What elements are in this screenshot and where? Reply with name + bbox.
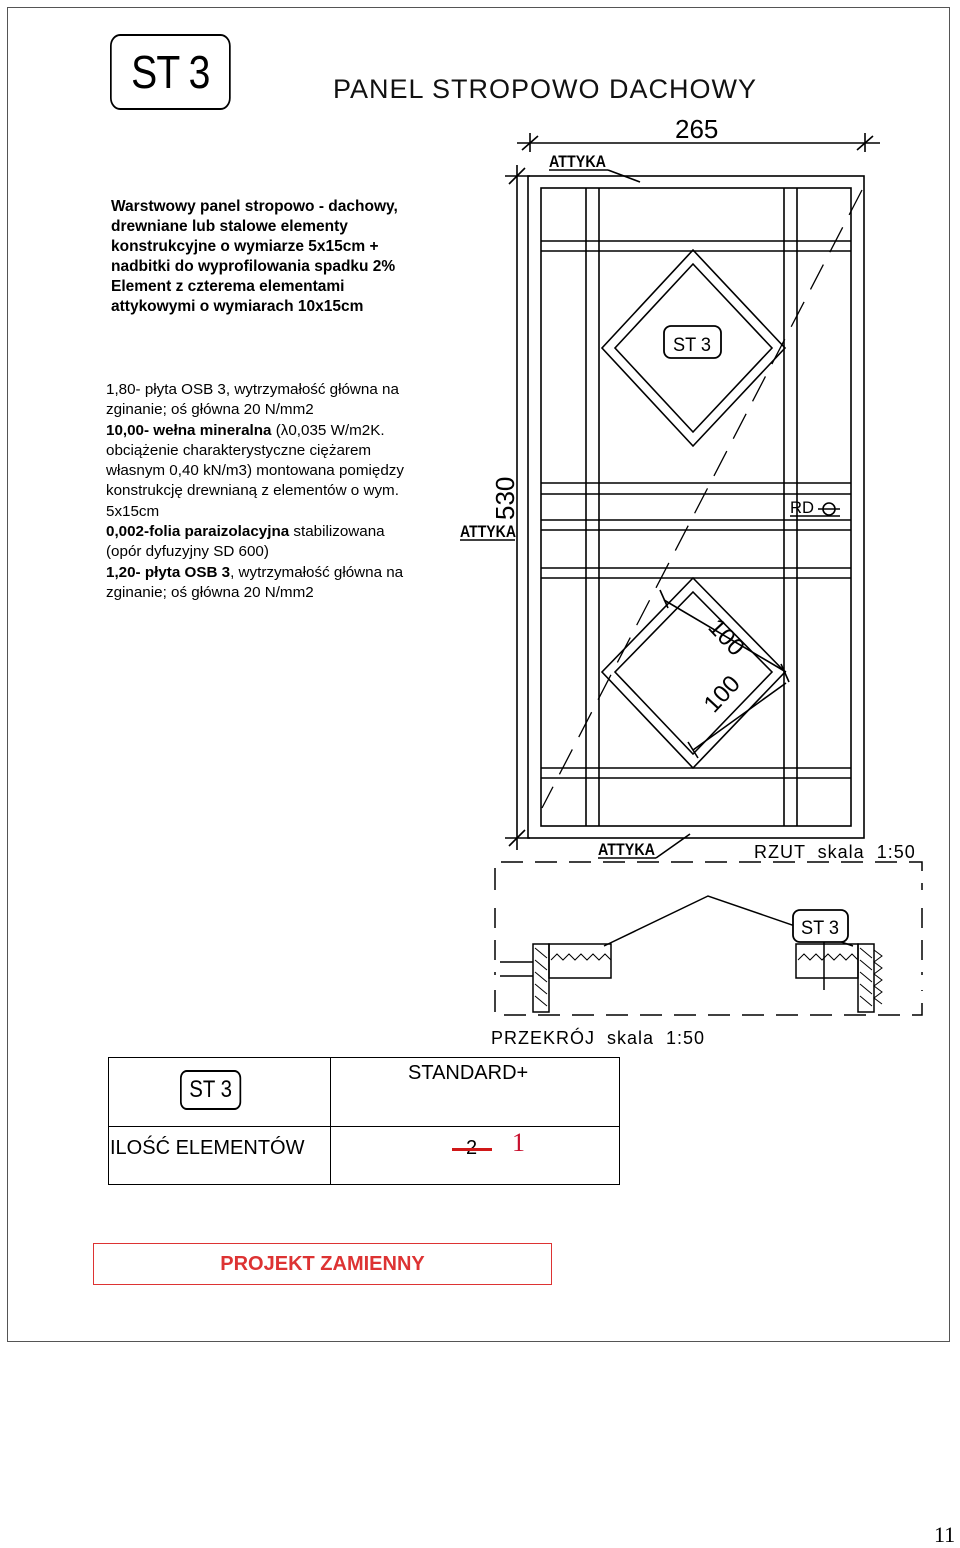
layer-line: własnym 0,40 kN/m3) montowana pomiędzy xyxy=(106,462,404,480)
section-frame-top xyxy=(495,862,922,890)
right-panel-section xyxy=(796,944,858,978)
layer-line: zginanie; oś główna 20 N/mm2 xyxy=(106,401,314,419)
layer-bold: 1,20- płyta OSB 3 xyxy=(106,563,231,581)
layer-line: zginanie; oś główna 20 N/mm2 xyxy=(106,583,314,601)
description-line: nadbitki do wyprofilowania spadku 2% xyxy=(111,258,396,275)
insulation-hatch xyxy=(551,954,611,960)
page-title: PANEL STROPOWO DACHOWY xyxy=(333,74,758,104)
count-new-value: 1 xyxy=(512,1128,525,1157)
attic-hatch xyxy=(535,948,547,1006)
standard-label: STANDARD+ xyxy=(408,1062,529,1084)
layer-text: stabilizowana xyxy=(289,523,385,541)
description-line: Element z czterema elementami xyxy=(111,278,345,295)
attyka-top-label: ATTYKA xyxy=(549,152,606,171)
attic-hatch xyxy=(860,948,872,1006)
lower-diamond-inner xyxy=(615,592,772,754)
left-panel-section xyxy=(549,944,611,978)
attyka-left-label: ATTYKA xyxy=(460,522,516,541)
plan-caption: RZUT skala 1:50 xyxy=(754,842,916,862)
table-badge-text: ST 3 xyxy=(189,1076,232,1103)
description-line: drewniane lub stalowe elementy xyxy=(111,218,348,235)
slope-line xyxy=(542,190,862,808)
stamp-text: PROJEKT ZAMIENNY xyxy=(220,1252,425,1275)
table-divider xyxy=(109,1126,619,1127)
insulation-hatch xyxy=(798,954,858,960)
layer-bold: 10,00- wełna mineralna xyxy=(106,421,272,439)
layer-line: 5x15cm xyxy=(106,502,160,520)
count-strikethrough xyxy=(452,1148,492,1151)
layer-line: konstrukcję drewnianą z elementów o wym. xyxy=(106,482,399,500)
description-line: konstrukcyjne o wymiarze 5x15cm + xyxy=(111,238,379,255)
right-attic xyxy=(858,944,874,1012)
count-label: ILOŚĆ ELEMENTÓW xyxy=(110,1137,305,1159)
section-caption: PRZEKRÓJ skala 1:50 xyxy=(491,1028,706,1048)
width-dimension-label: 265 xyxy=(675,114,719,144)
lower-diamond-outer xyxy=(602,578,785,768)
description-line: Warstwowy panel stropowo - dachowy, xyxy=(111,198,398,215)
diagonal-dimension-label: 100 xyxy=(702,613,750,662)
rd-label: RD xyxy=(790,498,814,517)
table-divider xyxy=(330,1058,331,1184)
page-number: 11 xyxy=(934,1522,956,1547)
diagonal-dimension-label: 100 xyxy=(698,670,746,719)
description-line: attykowymi o wymiarach 10x15cm xyxy=(111,298,364,315)
layer-line: obciążenie charakterystyczne ciężarem xyxy=(106,441,372,459)
layer-text: , wytrzymałość główna na xyxy=(230,563,404,581)
layer-line: 1,80- płyta OSB 3, wytrzymałość główna na xyxy=(106,381,399,398)
attyka-bottom-label: ATTYKA xyxy=(598,840,655,859)
height-dimension-label: 530 xyxy=(490,476,520,520)
title-badge-text: ST 3 xyxy=(131,46,210,98)
table-badge xyxy=(180,1070,241,1110)
dimension-tick xyxy=(660,590,668,608)
projekt-zamienny-stamp xyxy=(93,1243,552,1285)
left-attic xyxy=(533,944,549,1012)
layer-text: (λ0,035 W/m2K. xyxy=(271,421,385,439)
facade-hatch xyxy=(874,950,882,1004)
panel-badge-label: ST 3 xyxy=(673,335,711,356)
layer-bold: 0,002-folia paraizolacyjna xyxy=(106,523,290,541)
layer-line: (opór dyfuzyjny SD 600) xyxy=(106,543,269,561)
section-badge-label: ST 3 xyxy=(801,918,839,939)
dimension-tick xyxy=(781,664,789,682)
